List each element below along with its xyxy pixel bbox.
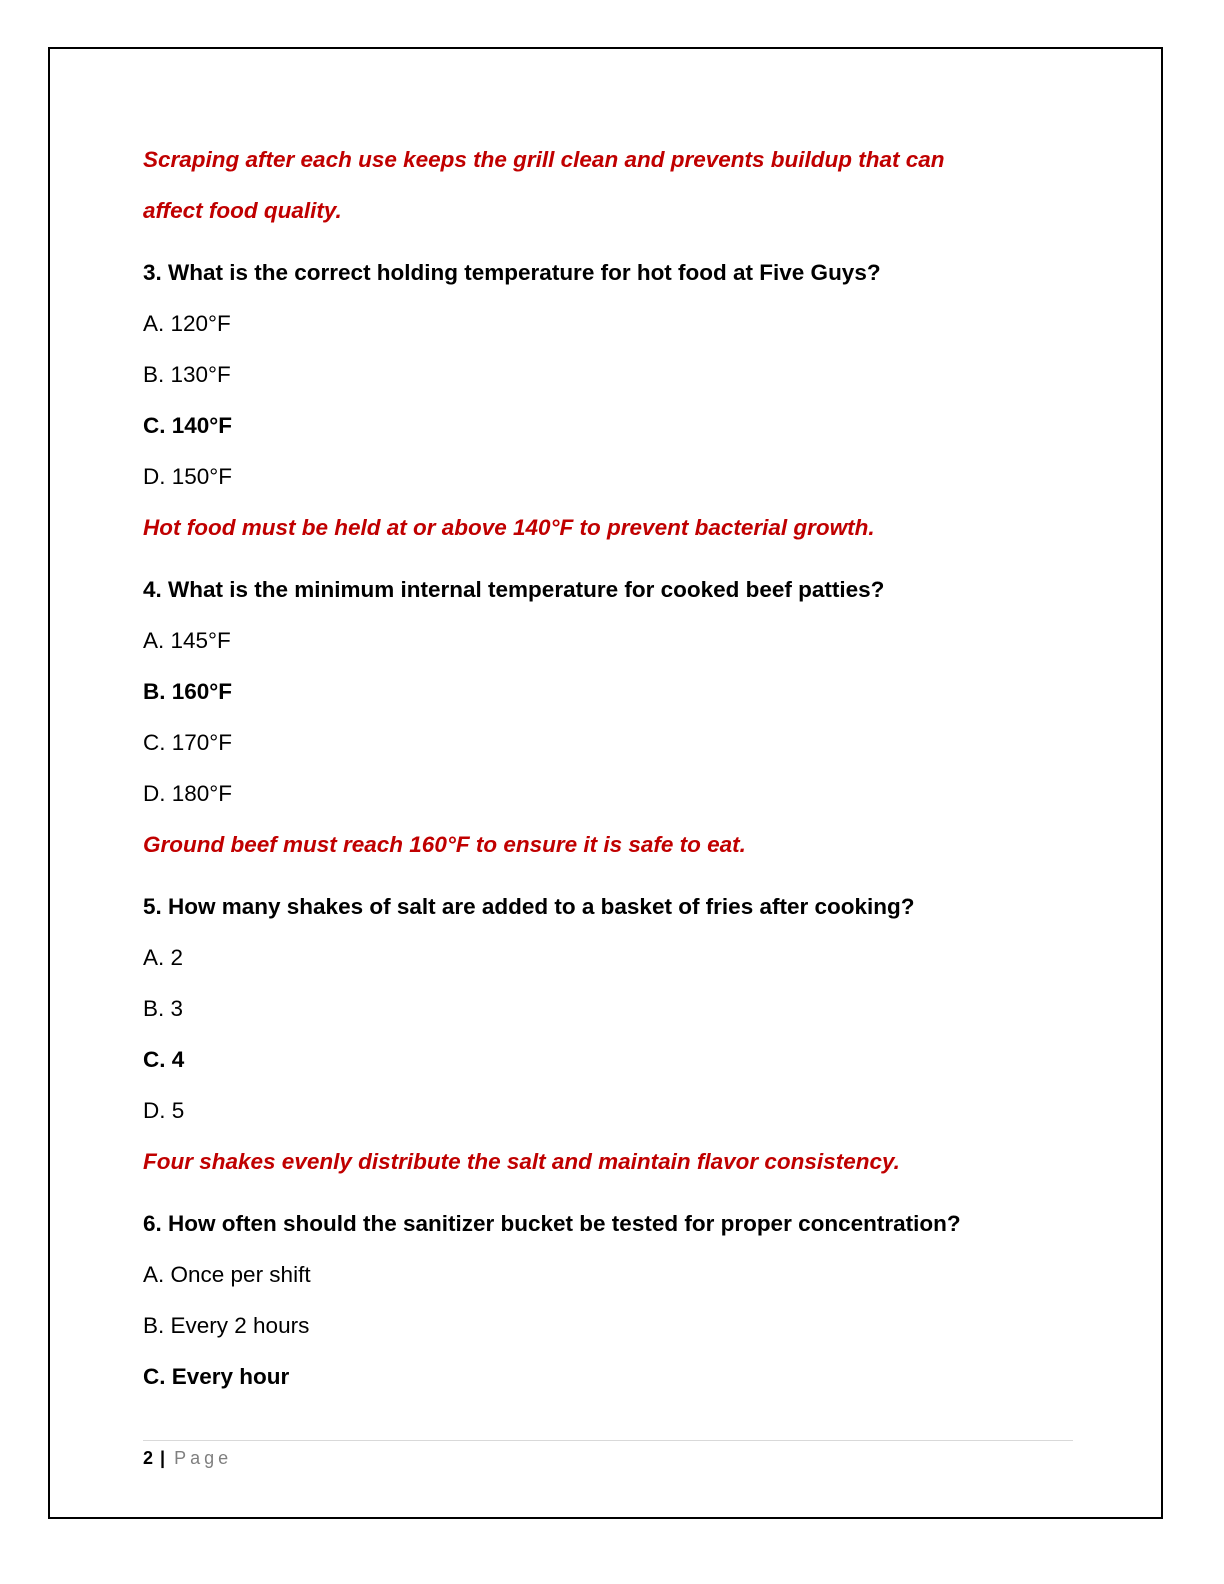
explanation-text: Ground beef must reach 160°F to ensure it is safe to eat.: [143, 832, 746, 857]
option-b: B. 130°F: [143, 362, 231, 387]
option-a: A. 120°F: [143, 311, 231, 336]
option-b-correct: B. 160°F: [143, 679, 233, 704]
footer-separator: |: [160, 1448, 166, 1468]
question-6: 6. How often should the sanitizer bucket be tested for proper concentration?: [143, 1211, 961, 1236]
option-b: B. 3: [143, 996, 184, 1021]
question-5: 5. How many shakes of salt are added to a basket of fries after cooking?: [143, 894, 915, 919]
explanation-text: affect food quality.: [143, 198, 342, 223]
page-footer: [143, 1446, 232, 1470]
option-c-correct: C. Every hour: [143, 1364, 290, 1389]
option-c-correct: C. 140°F: [143, 413, 233, 438]
page-label: Page: [174, 1448, 233, 1468]
question-3: 3. What is the correct holding temperature for hot food at Five Guys?: [143, 260, 881, 285]
option-a: A. Once per shift: [143, 1262, 311, 1287]
option-c-correct: C. 4: [143, 1047, 185, 1072]
option-a: A. 2: [143, 945, 184, 970]
footer-divider: [143, 1440, 1073, 1441]
explanation-text: Four shakes evenly distribute the salt and maintain flavor consistency.: [143, 1149, 900, 1174]
option-d: D. 180°F: [143, 781, 233, 806]
option-c: C. 170°F: [143, 730, 233, 755]
question-4: 4. What is the minimum internal temperature for cooked beef patties?: [143, 577, 885, 602]
option-a: A. 145°F: [143, 628, 231, 653]
option-d: D. 150°F: [143, 464, 233, 489]
option-d: D. 5: [143, 1098, 185, 1123]
option-b: B. Every 2 hours: [143, 1313, 310, 1338]
explanation-text: Hot food must be held at or above 140°F to prevent bacterial growth.: [143, 515, 875, 540]
explanation-text: Scraping after each use keeps the grill clean and prevents buildup that can: [143, 147, 945, 172]
page-number: 2: [143, 1448, 154, 1468]
document-body: [143, 145, 1083, 1392]
